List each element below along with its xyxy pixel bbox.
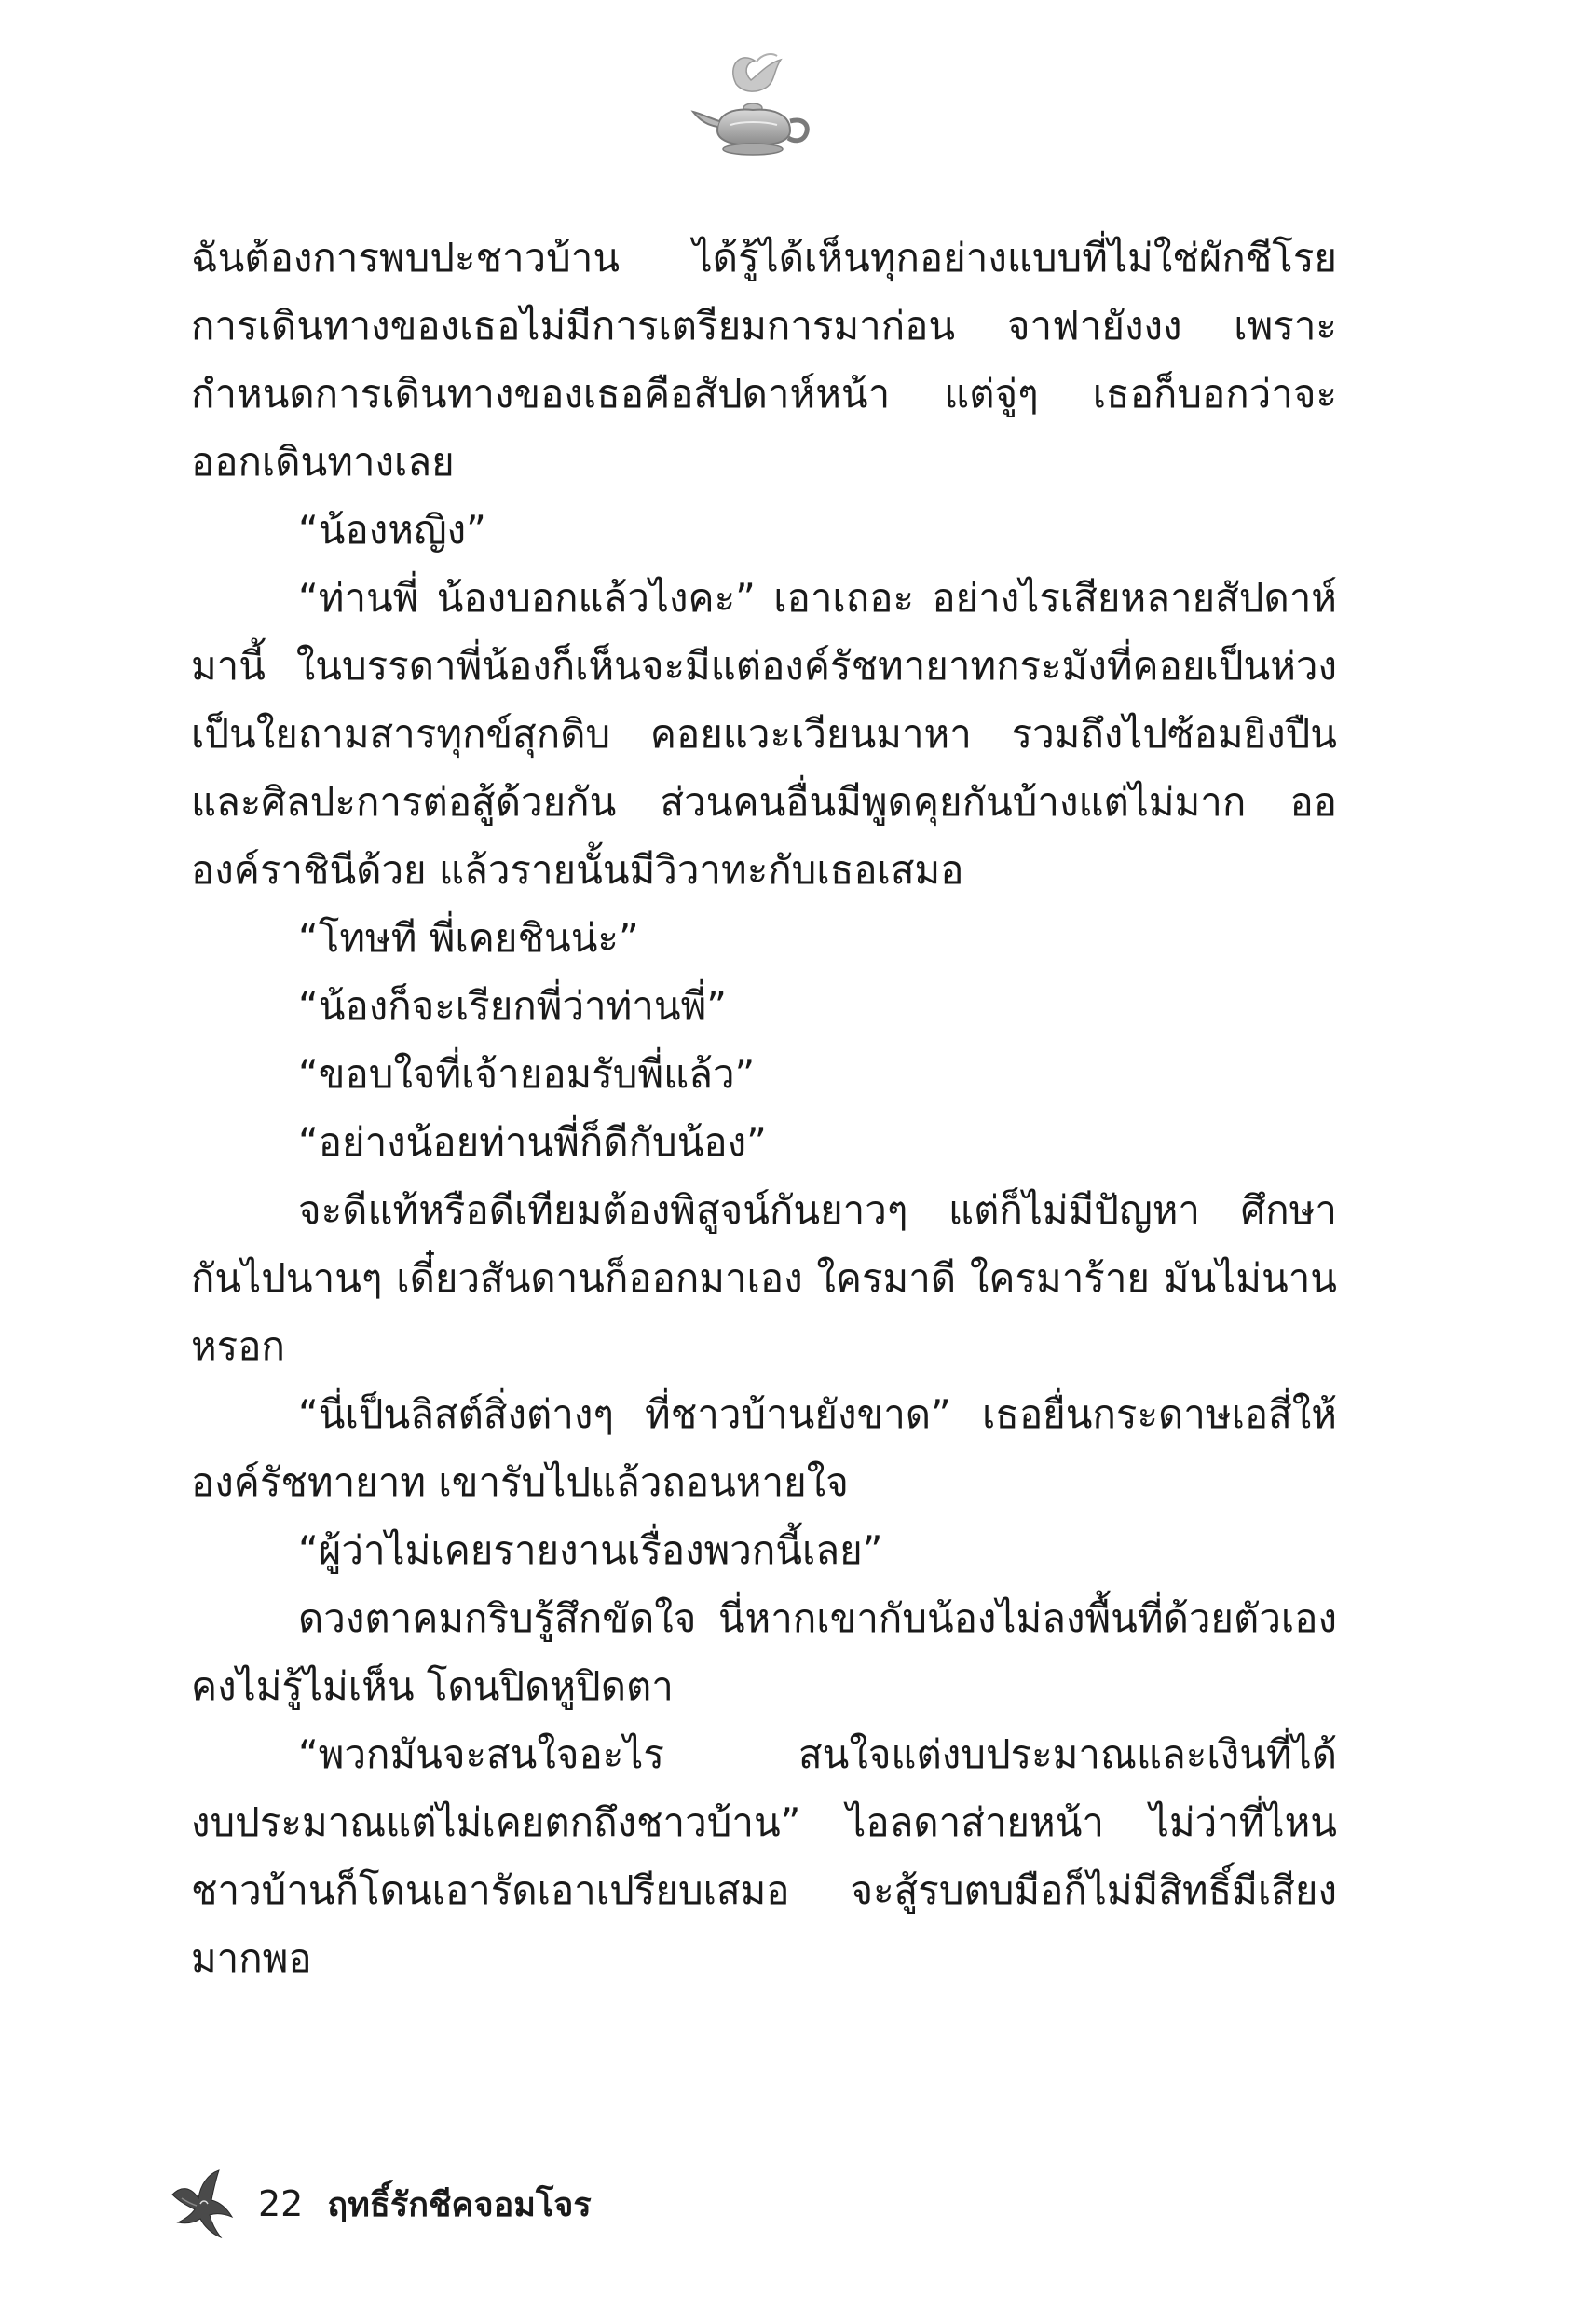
teapot-ornament-icon [689,47,820,168]
text-line: “นี่เป็นลิสต์สิ่งต่างๆ ที่ชาวบ้านยังขาด” เธอยื่นกระดาษเอสี่ให้ [298,1391,1337,1437]
text-line: องค์ราชินีด้วย แล้วรายนั้นมีวิวาทะกับเธอเสมอ [191,847,964,893]
text-line: และศิลปะการต่อสู้ด้วยกัน ส่วนคนอื่นมีพูดคุยกันบ้างแต่ไม่มาก ออ [191,779,1337,825]
text-line: มานี้ ในบรรดาพี่น้องก็เห็นจะมีแต่องค์รัชทายาทกระมังที่คอยเป็นห่วง [191,643,1337,689]
text-line: “อย่างน้อยท่านพี่ก็ดีกับน้อง” [298,1119,767,1165]
eagle-icon [163,2167,238,2241]
text-line: ฉันต้องการพบปะชาวบ้าน ได้รู้ได้เห็นทุกอย่างแบบที่ไม่ใช่ผักชีโรย [191,235,1337,280]
text-line: กันไปนานๆ เดี๋ยวสันดานก็ออกมาเอง ใครมาดี ใครมาร้าย มันไม่นาน [191,1255,1337,1301]
text-line: “ท่านพี่ น้องบอกแล้วไงคะ” เอาเถอะ อย่างไรเสียหลายสัปดาห์ [298,575,1337,621]
text-line: ชาวบ้านก็โดนเอารัดเอาเปรียบเสมอ จะสู้รบตบมือก็ไม่มีสิทธิ์มีเสียง [191,1867,1337,1913]
text-line: คงไม่รู้ไม่เห็น โดนปิดหูปิดตา [191,1663,674,1709]
page-footer [163,2167,592,2241]
text-line: “น้องหญิง” [298,507,486,553]
text-line: ดวงตาคมกริบรู้สึกขัดใจ นี่หากเขากับน้องไม่ลงพื้นที่ด้วยตัวเอง [298,1595,1337,1641]
page-number: 22 [258,2183,304,2224]
book-title: ฤทธิ์รักชีคจอมโจร [327,2185,592,2224]
text-line: มากพอ [191,1935,312,1981]
text-line: ออกเดินทางเลย [191,439,455,485]
text-line: หรอก [191,1323,285,1369]
page-body-text [191,224,1337,1992]
text-line: จะดีแท้หรือดีเทียมต้องพิสูจน์กันยาวๆ แต่ก็ไม่มีปัญหา ศึกษา [298,1187,1337,1233]
text-line: “น้องก็จะเรียกพี่ว่าท่านพี่” [298,983,728,1029]
text-line: “ขอบใจที่เจ้ายอมรับพี่แล้ว” [298,1051,756,1097]
text-line: “ผู้ว่าไม่เคยรายงานเรื่องพวกนี้เลย” [298,1527,883,1573]
text-line: งบประมาณแต่ไม่เคยตกถึงชาวบ้าน” ไอลดาส่ายหน้า ไม่ว่าที่ไหน [191,1799,1337,1845]
text-line: “พวกมันจะสนใจอะไร สนใจแต่งบประมาณและเงินที่ได้ [298,1731,1337,1777]
text-line: องค์รัชทายาท เขารับไปแล้วถอนหายใจ [191,1459,849,1505]
text-line: “โทษที พี่เคยชินน่ะ” [298,915,639,961]
text-line: กำหนดการเดินทางของเธอคือสัปดาห์หน้า แต่จู่ๆ เธอก็บอกว่าจะ [191,371,1337,417]
text-line: เป็นใยถามสารทุกข์สุกดิบ คอยแวะเวียนมาหา รวมถึงไปซ้อมยิงปืน [191,711,1337,757]
text-line: การเดินทางของเธอไม่มีการเตรียมการมาก่อน จาฟายังงง เพราะ [191,303,1337,349]
